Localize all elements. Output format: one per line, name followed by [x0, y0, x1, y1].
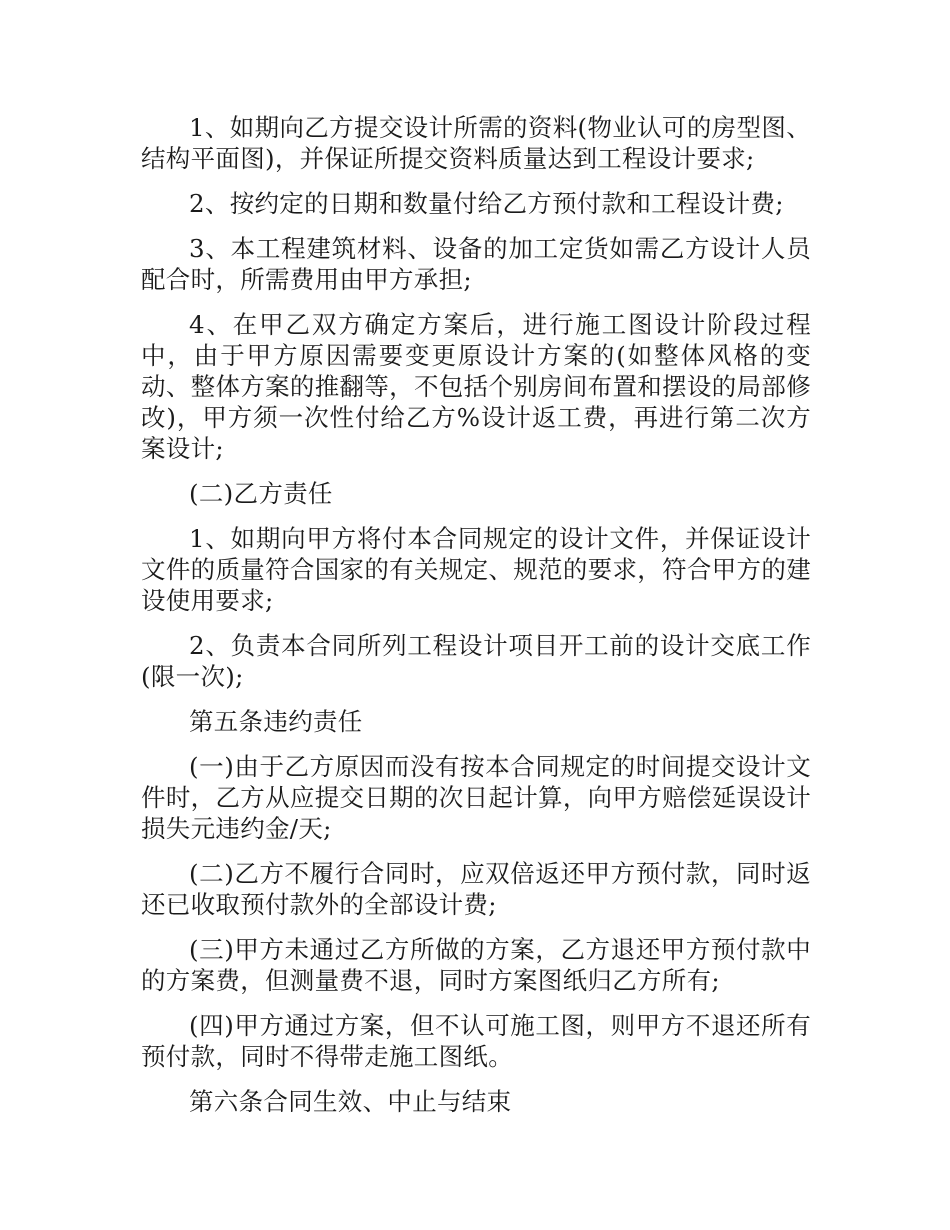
section-heading-party-b-responsibility: (二)乙方责任 — [189, 479, 333, 508]
section-heading-article-6: 第六条合同生效、中止与结束 — [189, 1087, 512, 1116]
paragraph-3: 3、本工程建筑材料、设备的加工定货如需乙方设计人员配合时，所需费用由甲方承担; — [141, 234, 811, 294]
paragraph-2: 2、按约定的日期和数量付给乙方预付款和工程设计费; — [189, 189, 784, 218]
paragraph-11: (三)甲方未通过乙方所做的方案，乙方退还甲方预付款中的方案费，但测量费不退，同时方案图纸归乙方所有; — [141, 935, 811, 995]
paragraph-4: 4、在甲乙双方确定方案后，进行施工图设计阶段过程中，由于甲方原因需要变更原设计方案的(如整体风格的变动、整体方案的推翻等，不包括个别房间布置和摆设的局部修改)，甲方须一次性付给乙方%设计返工费，再进行第二次方案设计; — [141, 310, 811, 463]
paragraph-7: 2、负责本合同所列工程设计项目开工前的设计交底工作(限一次); — [141, 631, 811, 691]
paragraph-6: 1、如期向甲方将付本合同规定的设计文件，并保证设计文件的质量符合国家的有关规定、规范的要求，符合甲方的建设使用要求; — [141, 524, 811, 615]
section-heading-article-5: 第五条违约责任 — [189, 707, 363, 736]
paragraph-9: (一)由于乙方原因而没有按本合同规定的时间提交设计文件时，乙方从应提交日期的次日起计算，向甲方赔偿延误设计损失元违约金/天; — [141, 752, 811, 843]
paragraph-12: (四)甲方通过方案，但不认可施工图，则甲方不退还所有预付款，同时不得带走施工图纸。 — [141, 1011, 811, 1071]
paragraph-1: 1、如期向乙方提交设计所需的资料(物业认可的房型图、结构平面图)，并保证所提交资料质量达到工程设计要求; — [141, 113, 811, 173]
document-body — [141, 112, 811, 1131]
paragraph-10: (二)乙方不履行合同时，应双倍返还甲方预付款，同时返还已收取预付款外的全部设计费; — [141, 859, 811, 919]
